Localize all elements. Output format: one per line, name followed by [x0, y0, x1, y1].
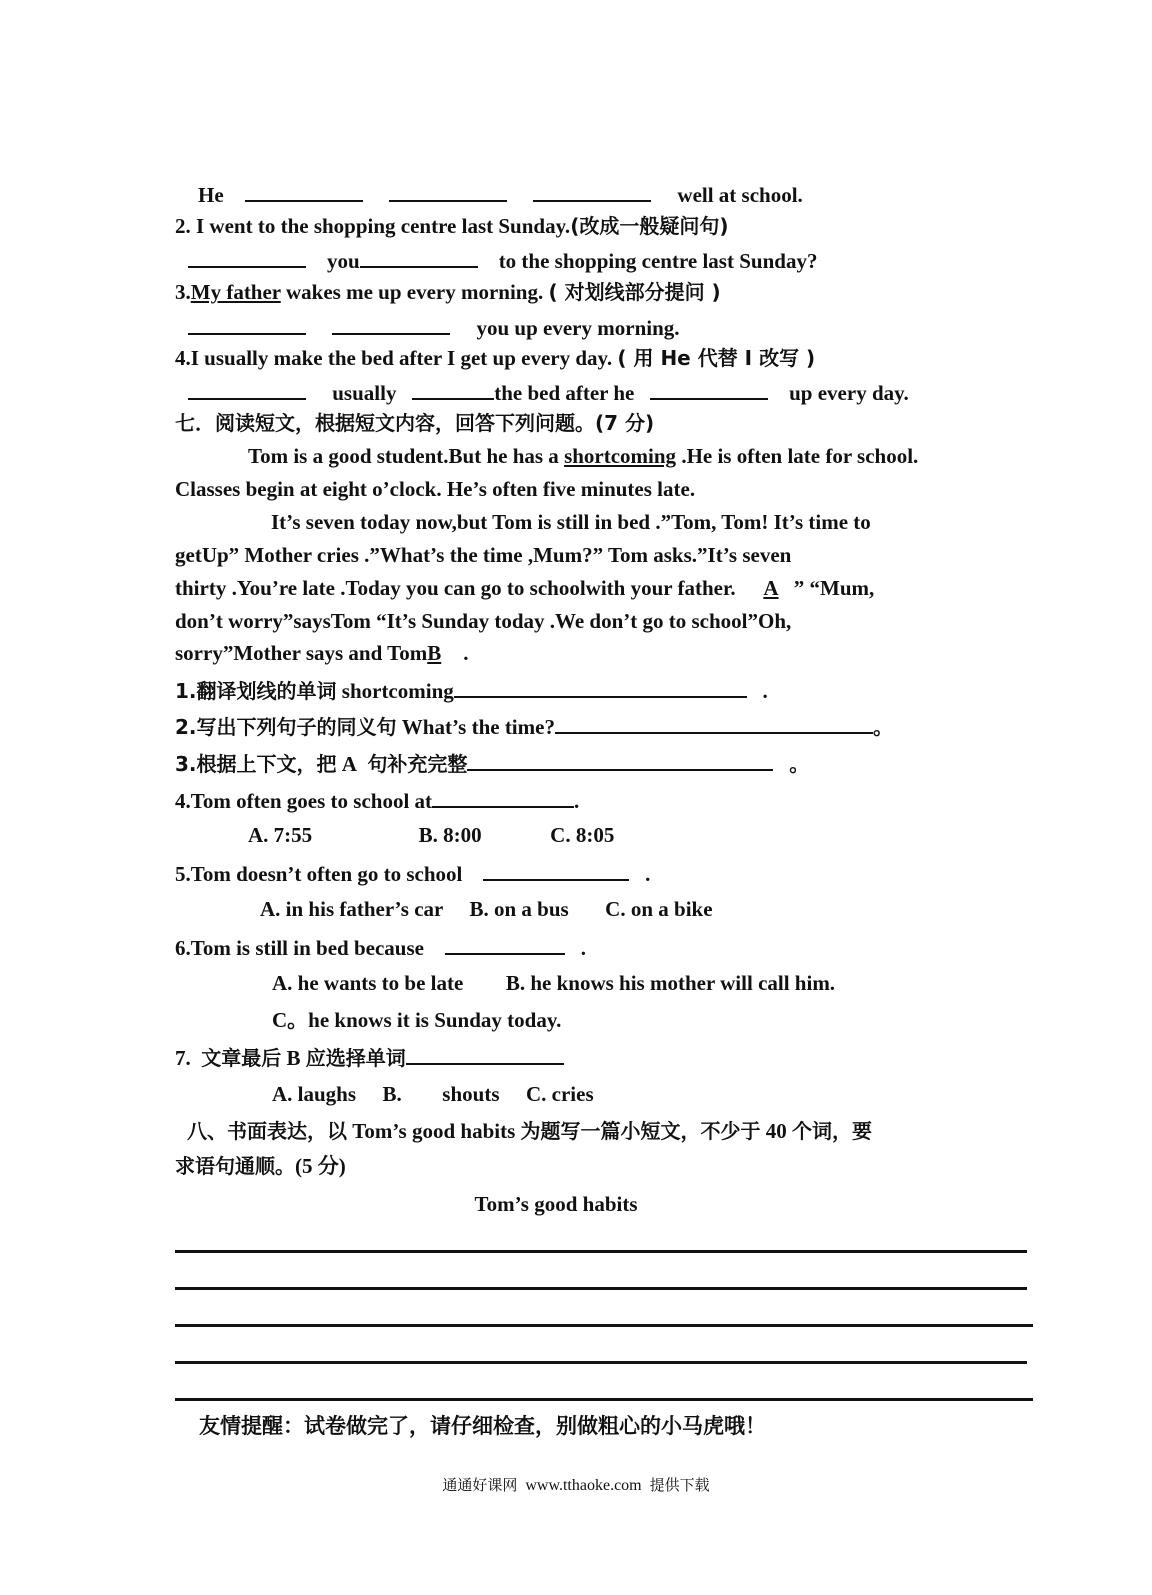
answer-blank[interactable]	[555, 712, 873, 734]
question-number: 7.	[175, 1046, 191, 1070]
question-number: 4.	[175, 346, 191, 370]
footer-url[interactable]: www.tthaoke.com	[525, 1477, 642, 1494]
question-text: 文章最后	[201, 1046, 282, 1070]
question-text: 6.Tom is still in bed because	[175, 936, 424, 960]
option-b[interactable]: B.	[382, 1082, 402, 1106]
reading-q1: 1.翻译划线的单词 shortcoming .	[175, 676, 768, 704]
option-c[interactable]: C. 8:05	[550, 823, 615, 847]
question-text: 3.根据上下文，把	[175, 752, 337, 776]
reminder: 友情提醒：试卷做完了，请仔细检查，别做粗心的小马虎哦！	[199, 1414, 766, 1438]
reading-q6: 6.Tom is still in bed because .	[175, 933, 586, 961]
writing-line[interactable]	[175, 1398, 1033, 1401]
question-text: 2.写出下列句子的同义句	[175, 715, 397, 739]
heading-text: 个词，要	[792, 1119, 872, 1143]
reading-heading: 七．阅读短文，根据短文内容，回答下列问题。(7 分)	[175, 411, 655, 435]
option-row	[260, 896, 713, 922]
passage-line	[175, 575, 874, 601]
answer-blank[interactable]	[389, 180, 507, 202]
passage-text: thirty .You’re late .Today you can go to schoolwith your father.	[175, 576, 736, 600]
passage-line: Classes begin at eight o’clock. He’s often five minutes late.	[175, 477, 696, 501]
footer-site-name: 通通好课网	[442, 1476, 518, 1494]
question-text: 5.Tom doesn’t often go to school	[175, 862, 463, 886]
question-text: 1.翻译划线的单词	[175, 679, 337, 703]
option-a[interactable]: A. 7:55	[248, 823, 313, 847]
passage-text: .He is often late for school.	[681, 444, 919, 468]
answer-blank[interactable]	[332, 313, 450, 335]
sentence-tail: well at school.	[677, 183, 803, 207]
passage-line: sorry”Mother says and TomB .	[175, 641, 469, 665]
option-row	[272, 970, 835, 996]
writing-heading-line2	[175, 1153, 346, 1179]
answer-blank[interactable]	[245, 180, 363, 202]
period-mark: 。	[789, 752, 810, 776]
blank-marker-b: B	[427, 641, 442, 665]
answer-blank[interactable]	[454, 676, 747, 698]
option-b[interactable]: B. he knows his mother will call him.	[505, 971, 836, 995]
writing-line[interactable]	[175, 1250, 1027, 1253]
footer-provide: 提供下载	[649, 1476, 710, 1494]
writing-heading	[187, 1118, 872, 1144]
writing-line[interactable]	[175, 1324, 1033, 1327]
passage-text: ” “Mum,	[793, 576, 875, 600]
sentence-mid: the bed after he	[494, 381, 635, 405]
reading-q7	[175, 1043, 564, 1071]
answer-blank[interactable]	[650, 378, 768, 400]
rewrite-q2-prompt	[175, 213, 728, 239]
rewrite-q1-answer-line	[198, 180, 803, 208]
option-b-word[interactable]: shouts	[442, 1082, 500, 1106]
essay-title: Tom’s good habits	[474, 1192, 638, 1216]
answer-blank[interactable]	[533, 180, 651, 202]
heading-text: 求语句通顺。	[175, 1154, 295, 1178]
rewrite-q4-prompt	[175, 345, 815, 371]
question-number: 3.	[175, 280, 191, 304]
sentence-tail: up every day.	[789, 381, 909, 405]
reading-q5: 5.Tom doesn’t often go to school .	[175, 859, 650, 887]
option-b[interactable]: B. 8:00	[418, 823, 482, 847]
reading-q2	[175, 712, 893, 740]
answer-blank[interactable]	[188, 313, 306, 335]
passage-line: It’s seven today now,but Tom is still in bed .”Tom, Tom! It’s time to	[271, 510, 871, 534]
answer-blank[interactable]	[432, 786, 574, 808]
heading-text: 八、书面表达，以	[187, 1119, 347, 1143]
answer-blank[interactable]	[467, 749, 773, 771]
question-instruction: ( 对划线部分提问 )	[548, 280, 721, 304]
question-letter: B	[286, 1046, 301, 1070]
option-c[interactable]: C。he knows it is Sunday today.	[272, 1008, 562, 1032]
footer	[0, 1474, 1152, 1495]
passage-line	[248, 443, 918, 469]
question-instruction: ( 用 He 代替 I 改写 )	[617, 346, 816, 370]
answer-blank[interactable]	[483, 859, 629, 881]
option-c[interactable]: C. on a bike	[605, 897, 713, 921]
word-count: 40	[765, 1119, 787, 1143]
question-letter: A	[341, 752, 357, 776]
heading-text: 为题写一篇小短文，不少于	[520, 1119, 761, 1143]
sentence-tail: you up every morning.	[476, 316, 680, 340]
period-mark: 。	[872, 715, 893, 739]
word: usually	[332, 381, 397, 405]
question-word: shortcoming	[341, 679, 454, 703]
option-a[interactable]: A. he wants to be late	[272, 971, 464, 995]
option-a[interactable]: A. laughs	[272, 1082, 357, 1106]
answer-blank[interactable]	[406, 1043, 564, 1065]
question-number: 2.	[175, 214, 191, 238]
word: you	[327, 249, 360, 273]
underlined-word: shortcoming	[564, 444, 677, 468]
option-row	[248, 822, 614, 848]
subject-word: He	[198, 183, 224, 207]
answer-blank[interactable]	[360, 246, 478, 268]
question-text: 应选择单词	[305, 1046, 406, 1070]
writing-line[interactable]	[175, 1287, 1027, 1290]
rewrite-q3-prompt	[175, 279, 721, 305]
question-text: wakes me up every morning.	[286, 280, 544, 304]
points: (5 分)	[295, 1154, 346, 1178]
question-text: 句补充完整	[367, 752, 468, 776]
answer-blank[interactable]	[188, 246, 306, 268]
writing-line[interactable]	[175, 1361, 1027, 1364]
option-a[interactable]: A. in his father’s car	[260, 897, 443, 921]
answer-blank[interactable]	[445, 933, 565, 955]
passage-line: getUp” Mother cries .”What’s the time ,Mum?” Tom asks.”It’s seven	[175, 543, 792, 567]
option-b[interactable]: B. on a bus	[469, 897, 569, 921]
sentence-tail: to the shopping centre last Sunday?	[498, 249, 818, 273]
passage-text: Tom is a good student.But he has a	[248, 444, 559, 468]
reading-q4: 4.Tom often goes to school at .	[175, 786, 579, 814]
option-row	[272, 1007, 561, 1033]
rewrite-q4-answer-line	[188, 378, 909, 406]
question-text: 4.Tom often goes to school at	[175, 789, 433, 813]
underlined-phrase: My father	[190, 280, 281, 304]
option-c[interactable]: C. cries	[526, 1082, 594, 1106]
answer-blank[interactable]	[412, 378, 494, 400]
rewrite-q3-answer-line	[188, 313, 680, 341]
option-row	[272, 1081, 594, 1107]
rewrite-q2-answer-line	[188, 246, 817, 274]
heading-topic: Tom’s good habits	[352, 1119, 516, 1143]
reading-q3	[175, 749, 809, 777]
question-instruction: (改成一般疑问句)	[570, 214, 729, 238]
question-text: I usually make the bed after I get up every day.	[190, 346, 613, 370]
blank-marker-a: A	[763, 576, 779, 600]
passage-text: sorry”Mother says and Tom	[175, 641, 428, 665]
passage-line: don’t worry”saysTom “It’s Sunday today .We don’t go to school”Oh,	[175, 609, 792, 633]
question-sentence: What’s the time?	[401, 715, 555, 739]
answer-blank[interactable]	[188, 378, 306, 400]
question-text: I went to the shopping centre last Sunday.	[196, 214, 571, 238]
